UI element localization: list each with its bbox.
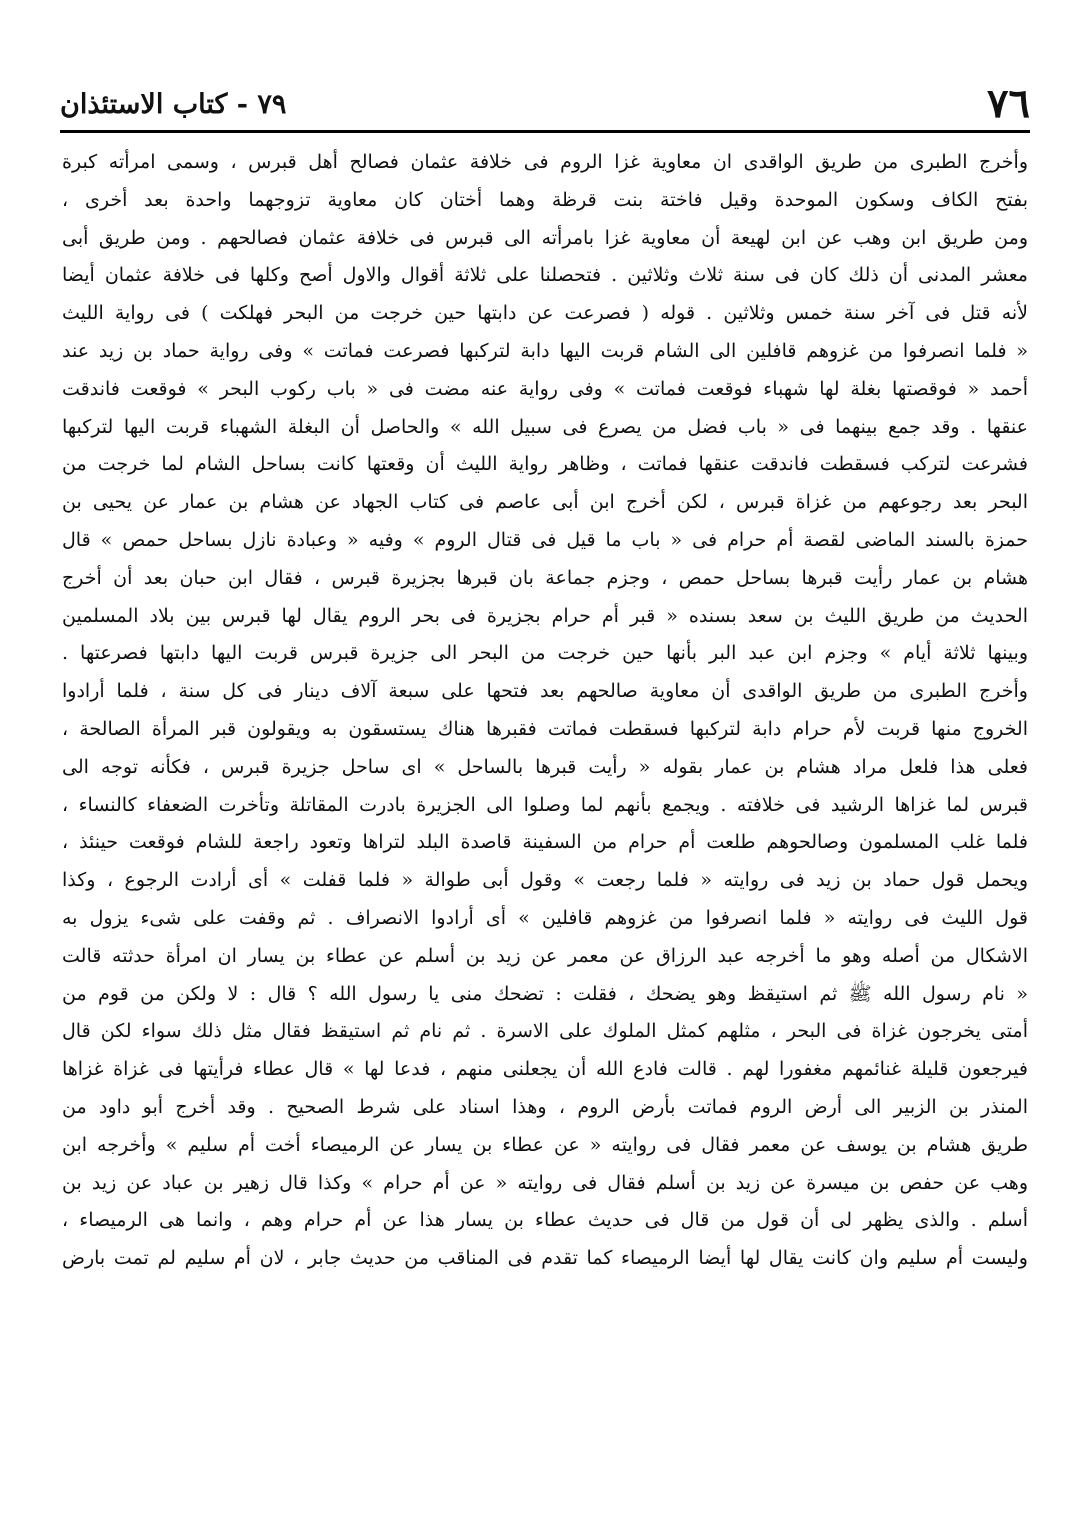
- text-line: وهب عن حفص بن ميسرة عن زيد بن أسلم فقال فى روايته « عن أم حرام » وكذا قال زهير بن عباد عن زيد بن: [62, 1171, 1028, 1194]
- text-line: أمتى يخرجون غزاة فى البحر ، مثلهم كمثل الملوك على الاسرة . ثم نام ثم استيقظ فقال مثل ذلك سواء لكن قال: [62, 1020, 1028, 1043]
- text-line: ومن طريق ابن وهب عن ابن لهيعة أن معاوية غزا بامرأته الى قبرس فى خلافة عثمان فصالحهم . ومن طريق أبى: [62, 226, 1028, 249]
- text-line: وأخرج الطبرى من طريق الواقدى أن معاوية صالحهم بعد فتحها على سبعة آلاف دينار فى كل سنة ، فلما أرادوا: [62, 680, 1028, 703]
- page-header: [60, 80, 1030, 127]
- text-line: الخروج منها قربت لأم حرام دابة لتركبها فسقطت فماتت فقبرها هناك يستسقون به ويقولون قبر المرأة الصالحة ،: [62, 717, 1028, 740]
- text-line: [62, 1316, 1028, 1354]
- text-line: البحر بعد رجوعهم من غزاة قبرس ، لكن أخرج ابن أبى عاصم فى كتاب الجهاد عن هشام بن عمار عن يحيى بن: [62, 491, 1028, 514]
- text-line: الحديث من طريق الليث بن سعد بسنده « قبر أم حرام بجزيرة فى بحر الروم يقال لها قبرس بين بلاد المسلمين: [62, 604, 1028, 627]
- text-line: الاشكال من أصله وهو ما أخرجه عبد الرزاق عن معمر عن زيد بن أسلم عن عطاء بن يسار ان امرأة حدثته قالت: [62, 944, 1028, 967]
- text-line: عنقها . وقد جمع بينهما فى « باب فضل من يصرع فى سبيل الله » والحاصل أن البغلة الشهباء قربت اليها لتركبها: [62, 415, 1028, 438]
- text-line: « نام رسول الله ﷺ ثم استيقظ وهو يضحك ، فقلت : تضحك منى يا رسول الله ؟ قال : لا ولكن من قوم من: [62, 982, 1028, 1005]
- text-line: وأخرج الطبرى من طريق الواقدى ان معاوية غزا الروم فى خلافة عثمان فصالح أهل قبرس ، وسمى امرأته كبرة: [62, 151, 1028, 173]
- text-line: قبرس لما غزاها الرشيد فى خلافته . ويجمع بأنهم لما وصلوا الى الجزيرة بادرت المقاتلة وتأخرت الضعفاء كالنساء ،: [62, 793, 1028, 816]
- text-line: وبينها ثلاثة أيام » وجزم ابن عبد البر بأنها حين خرجت من البحر الى جزيرة قبرس قربت اليها دابتها فصرعتها .: [62, 642, 1028, 665]
- text-line: فيرجعون قليلة غنائمهم مغفورا لهم . قالت فادع الله أن يجعلنى منهم ، فدعا لها » قال عطاء فرأيتها فى غزاة غزاها: [62, 1058, 1028, 1081]
- text-line: فعلى هذا فلعل مراد هشام بن عمار بقوله « رأيت قبرها بالساحل » اى ساحل جزيرة قبرس ، فكأنه توجه الى: [62, 755, 1028, 778]
- body-text: [62, 144, 1028, 1505]
- text-line: ويحمل قول حماد بن زيد فى روايته « فلما رجعت » وقول أبى طوالة « فلما قفلت » أى أرادت الرجوع ، وكذا: [62, 869, 1028, 892]
- text-line: هشام بن عمار رأيت قبرها بساحل حمص ، وجزم جماعة بان قبرها بجزيرة قبرس ، فقال ابن حبان بعد أن أخرج: [62, 566, 1028, 589]
- page-number: ٧٦: [987, 80, 1030, 127]
- text-line: قول الليث فى روايته « فلما انصرفوا من غزوهم قافلين » أى أرادوا الانصراف . ثم وقفت على شىء يزول به: [62, 906, 1028, 929]
- text-line: [62, 1391, 1028, 1429]
- text-line: فشرعت لتركب فسقطت فاندقت عنقها فماتت ، وظاهر رواية الليث أن وقعتها كانت بساحل الشام لما خرجت من: [62, 453, 1028, 476]
- text-line: أحمد « فوقصتها بغلة لها شهباء فوقعت فماتت » وفى رواية عنه مضت فى « باب ركوب البحر » فوقعت فاندقت: [62, 377, 1028, 400]
- running-title: ٧٩ - كتاب الاستئذان: [60, 89, 287, 120]
- text-line: أسلم . والذى يظهر لى أن قول من قال فى حديث عطاء بن يسار هذا عن أم حرام وهم ، وانما هى الرميصاء ،: [62, 1209, 1028, 1232]
- text-line: لأنه قتل فى آخر سنة خمس وثلاثين . قوله ( فصرعت عن دابتها حين خرجت من البحر فهلكت ) فى رواية الليث: [62, 302, 1028, 325]
- text-line: حمزة بالسند الماضى لقصة أم حرام فى « باب ما قيل فى قتال الروم » وفيه « وعبادة نازل بساحل حمص » قال: [62, 528, 1028, 551]
- text-line: [62, 1429, 1028, 1467]
- text-line: معشر المدنى أن ذلك كان فى سنة ثلاث وثلاثين . فتحصلنا على ثلاثة أقوال والاول أصح وكلها فى خلافة عثمان أيضا: [62, 264, 1028, 287]
- text-line: وليست أم سليم وان كانت يقال لها أيضا الرميصاء كما تقدم فى المناقب من حديث جابر ، لان أم سليم لم تمت بارض: [62, 1247, 1028, 1270]
- text-line: طريق هشام بن يوسف عن معمر فقال فى روايته « عن عطاء بن يسار عن الرميصاء أخت أم سليم » وأخرجه ابن: [62, 1133, 1028, 1156]
- text-line: [62, 1354, 1028, 1392]
- text-line: « فلما انصرفوا من غزوهم قافلين الى الشام قربت اليها دابة لتركبها فصرعت فماتت » وفى رواية حماد بن زيد عند: [62, 339, 1028, 362]
- header-rule: [60, 130, 1030, 133]
- text-line: بفتح الكاف وسكون الموحدة وقيل فاختة بنت قرظة وهما أختان كان معاوية تزوجهما واحدة بعد أخرى ،: [62, 188, 1028, 211]
- text-line: المنذر بن الزبير الى أرض الروم فماتت بأرض الروم ، وهذا اسناد على شرط الصحيح . وقد أخرج أبو داود من: [62, 1095, 1028, 1118]
- text-line: [62, 1278, 1028, 1316]
- text-line: [62, 1467, 1028, 1505]
- text-line: فلما غلب المسلمون وصالحوهم طلعت أم حرام من السفينة قاصدة البلد لتراها وتعود راجعة للشام فوقعت حينئذ ،: [62, 831, 1028, 854]
